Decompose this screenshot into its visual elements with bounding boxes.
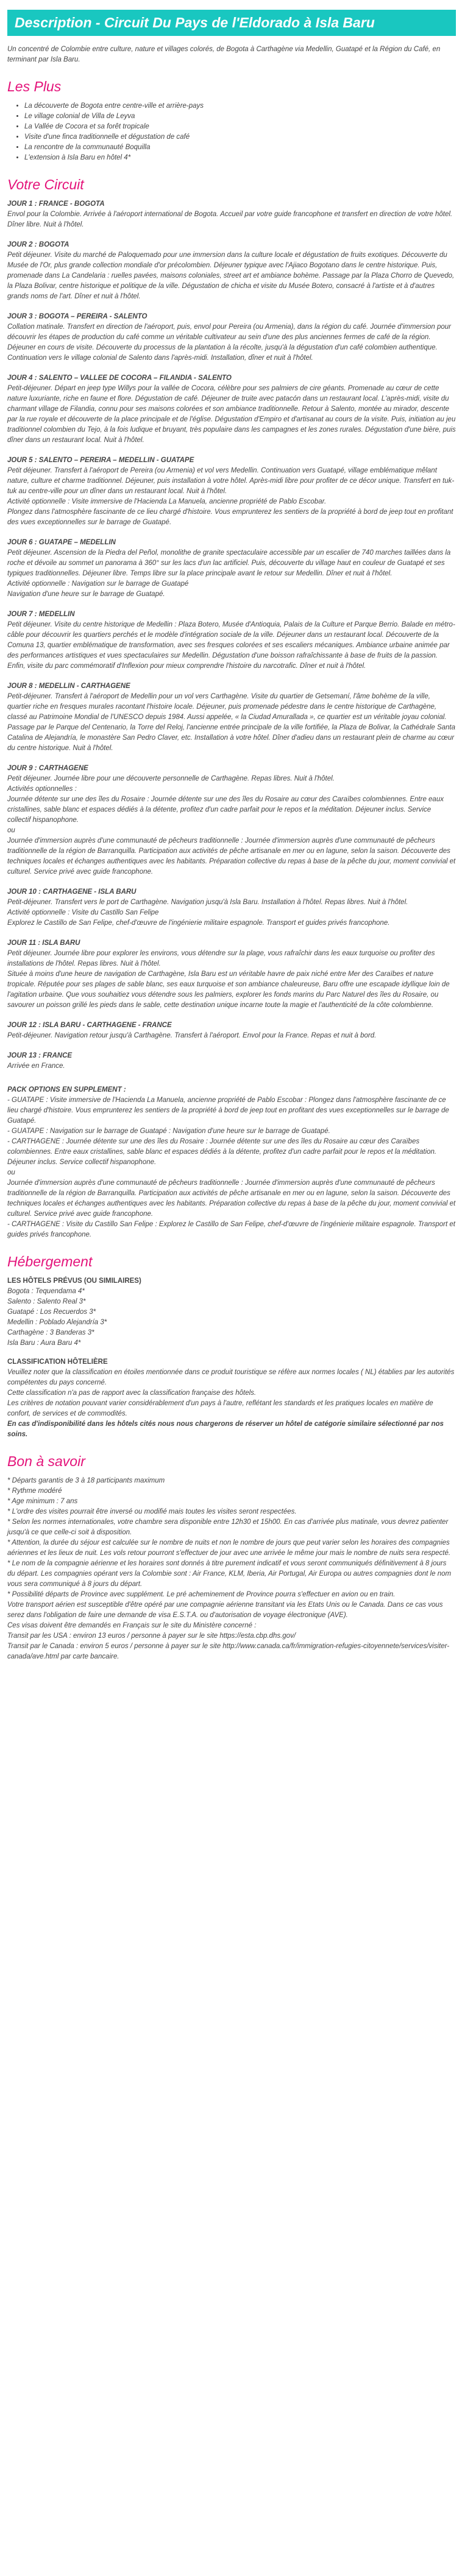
day-block xyxy=(7,1051,456,1072)
hotel-item: Bogota : Tequendama 4* xyxy=(7,1288,85,1295)
day-text: Arrivée en France. xyxy=(7,1062,65,1070)
intro-text: Un concentré de Colombie entre culture, nature et villages colorés, de Bogota à Carthagène via Medellin, Guatapé et la Région du Café, en terminant par Isla Baru. xyxy=(7,46,441,63)
plus-list xyxy=(7,101,456,163)
day-text: Petit-déjeuner. Transfert à l'aéroport de Medellin pour un vol vers Carthagène. Visite du quartier de Getsemaní, l'âme bohème de la ville, quartier riche en fresques murales racontant l'histoire locale. Déjeuner, puis promenade pédestre dans le centre historique de Carthagène, classé au Patrimoine Mondial de l'UNESCO depuis 1984. Aussi appelée, « la Ciudad Amurallada », ce quartier est un véritable joyau colonial. Passage par le Parque del Centenario, la Torre del Reloj, l'ancienne entrée principale de la ville fortifiée, la Plaza de Bolivar, la Cathédrale Santa Catalina de Alejandría, le monastère San Pedro Claver, etc. Installation à votre hôtel. Dîner d'adieu dans un restaurant plein de charme au cœur du centre historique. Nuit à l'hôtel. xyxy=(7,693,456,752)
day-title: JOUR 4 : SALENTO – VALLEE DE COCORA – FILANDIA - SALENTO xyxy=(7,374,232,382)
day-title: JOUR 2 : BOGOTA xyxy=(7,241,69,248)
day-title: JOUR 11 : ISLA BARU xyxy=(7,939,80,947)
day-title: JOUR 9 : CARTHAGENE xyxy=(7,765,88,772)
hotel-item: Carthagène : 3 Banderas 3* xyxy=(7,1329,94,1336)
bon-a-savoir-text: * Départs garantis de 3 à 18 participants maximum * Rythme modéré * Age minimum : 7 ans * L'ordre des visites pourrait être inversé ou modifié mais toutes les visites seront respectées. * Selon les normes internationales, votre chambre sera disponible entre 12h30 et 15h00. En cas d'arrivée plus matinale, vous devrez patienter jusqu'à ce que celle-ci soit à disposition. * Attention, la durée du séjour est calculée sur le nombre de nuits et non le nombre de jours que peut varier selon les horaires des compagnies aériennes et les lieux de nuit. Les vols retour pourront s'effectuer de jour avec une arrivée le même jour mais le nombre de nuits sera respecté. * Le nom de la compagnie aérienne et les horaires sont donnés à titre purement indicatif et vous seront communiqués définitivement à 8 jours du départ. Les compagnies opérant vers la Colombie sont : Air France, KLM, Iberia, Air Portugal, Air Europa ou autres compagnies dont le nom vous sera communiqué à 8 jours du départ. * Possibilité départs de Province avec supplément. Le pré acheminement de Province pourra s'effectuer en avion ou en train. Votre transport aérien est susceptible d'être opéré par une compagnie aérienne transitant via les Etats Unis ou le Canada. Dans ce cas vous serez dans l'obligation de faire une demande de visa E.S.T.A. ou d'autorisation de voyage électronique (AVE). Ces visas doivent être demandés en Français sur le site du Ministère concerné : Transit par les USA : environ 13 euros / personne à payer sur le site https://esta.cbp.dhs.gov/ Transit par le Canada : environ 5 euros / personne à payer sur le site http://www.canada.ca/fr/immigration-refugies-citoyennete/services/visiter-canada/ave.html par carte bancaire. xyxy=(7,1477,452,1660)
hotel-item: Isla Baru : Aura Baru 4* xyxy=(7,1339,81,1347)
classification-title: CLASSIFICATION HÔTELIÈRE xyxy=(7,1358,108,1366)
day-title: JOUR 1 : FRANCE - BOGOTA xyxy=(7,200,105,208)
classification-text: Veuillez noter que la classification en étoiles mentionnée dans ce produit touristique se réfère aux normes locales ( NL) établies par les autorités compétentes du pays concerné. Cette classification n'a pas de rapport avec la classification française des hôtels. Les critères de notation pouvant varier considérablement d'un pays à l'autre, reflétant les standards et les pratiques locales en matière de confort, de services et de commodités. xyxy=(7,1369,455,1417)
day-block xyxy=(7,763,456,877)
day-text: Petit déjeuner. Journée libre pour une découverte personnelle de Carthagène. Repas libres. Nuit à l'hôtel. Activités optionnelles : Journée détente sur une des îles du Rosaire : Journée détente sur une des îles du Rosaire au cœur des Caraïbes colombiennes. Entre eaux cristallines, sable blanc et espaces dédiés à la détente, profitez d'un cadre parfait pour le repos et la méditation. Déjeuner inclus. Service collectif hispanophone. ou Journée d'immersion auprès d'une communauté de pêcheurs traditionnelle : Journée d'immersion auprès d'une communauté de pêcheurs traditionnelle de la région de Barranquilla. Participation aux activités de pêche artisanale en mer ou en lagune, selon la saison. Découverte des techniques locales et échanges authentiques avec les habitants. Préparation collective du repas à base de la pêche du jour, moment convivial et culturel. Service privé avec guide francophone. xyxy=(7,775,456,876)
plus-item: • Le village colonial de Villa de Leyva xyxy=(24,111,456,122)
day-title: JOUR 3 : BOGOTA – PEREIRA - SALENTO xyxy=(7,313,147,320)
day-block xyxy=(7,240,456,302)
day-block xyxy=(7,1020,456,1041)
page-title: Description - Circuit Du Pays de l'Eldorado à Isla Baru xyxy=(7,10,456,36)
day-title: JOUR 8 : MEDELLIN - CARTHAGENE xyxy=(7,683,130,690)
bon-a-savoir-heading: Bon à savoir xyxy=(7,1453,85,1469)
supplement-text: - GUATAPE : Visite immersive de l'Hacienda La Manuela, ancienne propriété de Pablo Escobar : Plongez dans l'atmosphère fascinante de ce lieu chargé d'histoire. Vous emprunterez les sentiers de la propriété à bord de jeep tout en profitant des vues exceptionnelles sur le barrage de Guatapé. - GUATAPE : Navigation sur le barrage de Guatapé : Navigation d'une heure sur le barrage de Guatapé. - CARTHAGENE : Journée détente sur une des îles du Rosaire : Journée détente sur une des îles du Rosaire au cœur des Caraïbes colombiennes. Entre eaux cristallines, sable blanc et espaces dédiés à la détente, profitez d'un cadre parfait pour le repos et la méditation. Déjeuner inclus. Service collectif hispanophone. ou Journée d'immersion auprès d'une communauté de pêcheurs traditionnelle : Journée d'immersion auprès d'une communauté de pêcheurs traditionnelle de la région de Barranquilla. Participation aux activités de pêche artisanale en mer ou en lagune, selon la saison. Découverte des techniques locales et échanges authentiques avec les habitants. Préparation collective du repas à base de la pêche du jour, moment convivial et culturel. Service privé avec guide francophone. - CARTHAGENE : Visite du Castillo San Felipe : Explorez le Castillo de San Felipe, chef-d'œuvre de l'ingénierie militaire espagnole. Transport et guides privés francophone. xyxy=(7,1097,456,1238)
day-block xyxy=(7,681,456,754)
plus-item: • La rencontre de la communauté Boquilla xyxy=(24,142,456,153)
day-text: Petit déjeuner. Visite du centre historique de Medellin : Plaza Botero, Musée d'Antioquia, Palais de la Culture et Parque Berrio. Balade en métro-câble pour découvrir les quartiers perchés et le modèle d'intégration sociale de la ville. Déjeuner dans un restaurant local. Découverte de la Comuna 13, quartier emblématique de transformation, avec ses fresques colorées et ses escaliers mécaniques. Ambiance urbaine animée par des performances artistiques et vues spectaculaires sur Medellin. Dégustation d'une boisson rafraîchissante à base de fruits de la passion. Enfin, visite du parc commémoratif d'Inflexion pour mieux comprendre l'histoire du narcotrafic. Dîner et nuit à l'hôtel. xyxy=(7,621,455,670)
day-block xyxy=(7,373,456,446)
day-title: JOUR 12 : ISLA BARU - CARTHAGENE - FRANCE xyxy=(7,1022,172,1029)
hotel-item: Salento : Salento Real 3* xyxy=(7,1298,86,1305)
supplement-section xyxy=(7,1085,456,1240)
day-block xyxy=(7,938,456,1011)
hotels-list xyxy=(7,1286,456,1349)
hotels-title: LES HÔTELS PRÉVUS (OU SIMILAIRES) xyxy=(7,1277,141,1285)
plus-heading: Les Plus xyxy=(7,79,62,94)
day-text: Petit-déjeuner. Navigation retour jusqu'à Carthagène. Transfert à l'aéroport. Envol pour la France. Repas et nuit à bord. xyxy=(7,1032,377,1039)
hotel-item: Guatapé : Los Recuerdos 3* xyxy=(7,1308,96,1316)
day-block xyxy=(7,199,456,230)
day-block xyxy=(7,538,456,600)
day-block xyxy=(7,609,456,672)
day-title: JOUR 13 : FRANCE xyxy=(7,1052,73,1059)
day-text: Petit-déjeuner. Départ en jeep type Willys pour la vallée de Cocora, célèbre pour ses palmiers de cire géants. Promenade au cœur de cette nature luxuriante, riche en faune et flore. Dégustation de café. Déjeuner de truite avec patacón dans un restaurant local. L'après-midi, visite du charmant village de Filandia, connu pour ses maisons colorées et son ambiance traditionnelle. Retour à Salento, montée au mirador, descente par la rue royale et découverte de la place principale et de l'église. Dégustation d'Empiro et d'artisanat au cours de la visite. Puis, initiation au jeu traditionnel colombien du Tejo, à la fois ludique et bruyant, très populaire dans les campagnes et les zones rurales. Dégustation d'une bière, puis dîner dans un restaurant local. Nuit à l'hôtel. xyxy=(7,385,456,444)
plus-item: • La découverte de Bogota entre centre-ville et arrière-pays xyxy=(24,101,456,111)
classification-note: En cas d'indisponibilité dans les hôtels cités nous nous chargerons de réserver un hôtel de catégorie similaire sélectionné par nos soins. xyxy=(7,1420,444,1438)
day-text: Collation matinale. Transfert en direction de l'aéroport, puis, envol pour Pereira (ou Armenia), dans la région du café. Journée d'immersion pour découvrir les étapes de production du café comme un véritable cultivateur au sein d'une des plus anciennes fermes de café de la région. Déjeuner en cours de visite. Découverte du processus de la plantation à la récolte, jusqu'à la dégustation d'un café colombien authentique. Continuation vers le village colonial de Salento dans l'après-midi. Installation, dîner et nuit à l'hôtel. xyxy=(7,323,451,362)
circuit-heading: Votre Circuit xyxy=(7,177,84,192)
hebergement-heading: Hébergement xyxy=(7,1254,93,1269)
day-title: JOUR 10 : CARTHAGENE - ISLA BARU xyxy=(7,888,137,896)
day-title: JOUR 6 : GUATAPE – MEDELLIN xyxy=(7,539,116,546)
day-title: JOUR 5 : SALENTO – PEREIRA – MEDELLIN - GUATAPE xyxy=(7,457,194,464)
day-text: Petit déjeuner. Visite du marché de Paloquemado pour une immersion dans la culture locale et dégustation de fruits exotiques. Découverte du Musée de l'Or, plus grande collection mondiale d'or précolombien. Déjeuner typique avec l'Ajiaco Bogotano dans le centre historique. Puis, promenade dans La Candelaria : ruelles pavées, maisons coloniales, street art et ambiance bohème. Passage par la Plaza Chorro de Quevedo, la Plaza Bolivar, centre historique et politique de la ville. Dégustation de chicha et visite du Musée Botero, consacré à l'artiste et à d'autres grands noms de l'art. Dîner et nuit à l'hôtel. xyxy=(7,251,455,300)
plus-item: • Visite d'une finca traditionnelle et dégustation de café xyxy=(24,132,456,142)
hotel-item: Medellin : Poblado Alejandría 3* xyxy=(7,1319,107,1326)
day-text: Envol pour la Colombie. Arrivée à l'aéroport international de Bogota. Accueil par votre guide francophone et transfert en direction de votre hôtel. Dîner libre. Nuit à l'hôtel. xyxy=(7,211,453,228)
day-title: JOUR 7 : MEDELLIN xyxy=(7,611,75,618)
day-text: Petit déjeuner. Journée libre pour explorer les environs, vous détendre sur la plage, vous rafraîchir dans les eaux turquoise ou profiter des installations de l'hôtel. Repas libres. Nuit à l'hôtel. Située à moins d'une heure de navigation de Carthagène, Isla Baru est un véritable havre de paix niché entre Mer des Caraïbes et nature tropicale. Réputée pour ses plages de sable blanc, ses eaux turquoise et son ambiance chaleureuse, Baru offre une escapade idyllique loin de l'agitation urbaine. Que vous souhaitiez vous détendre sous les palmiers, explorer les fonds marins du Parc Naturel des îles du Rosaire, ou savourer un poisson grillé les pieds dans le sable, cette destination unique incarne toute la magie et l'authenticité de la côte colombienne. xyxy=(7,950,450,1009)
day-text: Petit déjeuner. Ascension de la Piedra del Peñol, monolithe de granite spectaculaire accessible par un escalier de 740 marches taillées dans la roche et dévoile au sommet un panorama à 360° sur les lacs d'un lac artificiel. Puis, découverte du village haut en couleur de Guatapé et ses typiques traditionnelles. Déjeuner libre. Temps libre sur la place principale avant le retour sur Medellin. Dîner et nuit à l'hôtel. Activité optionnelle : Navigation sur le barrage de Guatapé Navigation d'une heure sur le barrage de Guatapé. xyxy=(7,549,451,598)
day-block xyxy=(7,455,456,528)
plus-item: • La Vallée de Cocora et sa forêt tropicale xyxy=(24,122,456,132)
itinerary xyxy=(7,199,456,1072)
plus-item: • L'extension à Isla Baru en hôtel 4* xyxy=(24,153,456,163)
day-block xyxy=(7,887,456,928)
day-text: Petit déjeuner. Transfert à l'aéroport de Pereira (ou Armenia) et vol vers Medellin. Continuation vers Guatapé, village emblématique mêlant nature, culture et charme traditionnel. Déjeuner, puis installation à votre hôtel. Après-midi libre pour profiter de ce décor unique. Transfert en tuk-tuk au centre-ville pour un dîner dans un restaurant local. Nuit à l'hôtel. Activité optionnelle : Visite immersive de l'Hacienda La Manuela, ancienne propriété de Pablo Escobar. Plongez dans l'atmosphère fascinante de ce lieu chargé d'histoire. Vous emprunterez les sentiers de la propriété à bord de jeep tout en profitant des vues exceptionnelles sur le barrage de Guatapé. xyxy=(7,467,455,526)
day-block xyxy=(7,312,456,363)
day-text: Petit-déjeuner. Transfert vers le port de Carthagène. Navigation jusqu'à Isla Baru. Installation à l'hôtel. Repas libres. Nuit à l'hôtel. Activité optionnelle : Visite du Castillo San Felipe Explorez le Castillo de San Felipe, chef-d'œuvre de l'ingénierie militaire espagnole. Transport et guides privés francophone. xyxy=(7,899,408,927)
supplement-title: PACK OPTIONS EN SUPPLEMENT : xyxy=(7,1086,126,1093)
